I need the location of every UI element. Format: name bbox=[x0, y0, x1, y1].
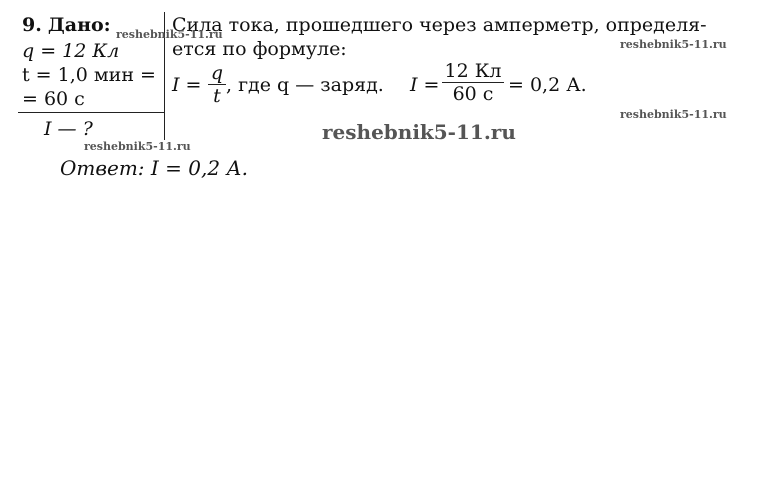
answer-line bbox=[60, 156, 248, 180]
watermark-text: reshebnik5-11.ru bbox=[84, 140, 191, 153]
solution-line-1: Сила тока, прошедшего через амперметр, определя- bbox=[172, 14, 707, 36]
formula-1-numerator: q bbox=[210, 62, 224, 84]
problem-number: 9. bbox=[22, 14, 42, 36]
formula-2-fraction bbox=[442, 60, 504, 105]
unknown-quantity: I — ? bbox=[44, 118, 93, 140]
formula-1-lhs: I = bbox=[172, 74, 202, 96]
formula-1-fraction bbox=[208, 62, 226, 107]
watermark-text-large: reshebnik5-11.ru bbox=[322, 120, 516, 144]
formula-2-lhs: I = bbox=[410, 74, 440, 96]
given-charge: q = 12 Кл bbox=[22, 40, 120, 62]
problem-header bbox=[22, 14, 111, 36]
answer-label: Ответ: bbox=[60, 156, 145, 180]
formula-1-denominator: t bbox=[213, 85, 221, 107]
formula-1-text: , где q — заряд. bbox=[226, 74, 384, 96]
watermark-text: reshebnik5-11.ru bbox=[620, 38, 727, 51]
formula-2-result: = 0,2 А. bbox=[508, 74, 587, 96]
given-time: t = 1,0 мин = bbox=[22, 64, 156, 86]
solution-line-2: ется по формуле: bbox=[172, 38, 347, 60]
given-divider bbox=[18, 112, 164, 113]
formula-2-numerator: 12 Кл bbox=[444, 60, 502, 82]
given-time-converted: = 60 с bbox=[22, 88, 85, 110]
watermark-text: reshebnik5-11.ru bbox=[620, 108, 727, 121]
given-label: Дано: bbox=[47, 14, 111, 36]
watermark-text: reshebnik5-11.ru bbox=[116, 28, 223, 41]
answer-value: I = 0,2 А. bbox=[150, 156, 248, 180]
formula-2-denominator: 60 с bbox=[452, 83, 494, 105]
